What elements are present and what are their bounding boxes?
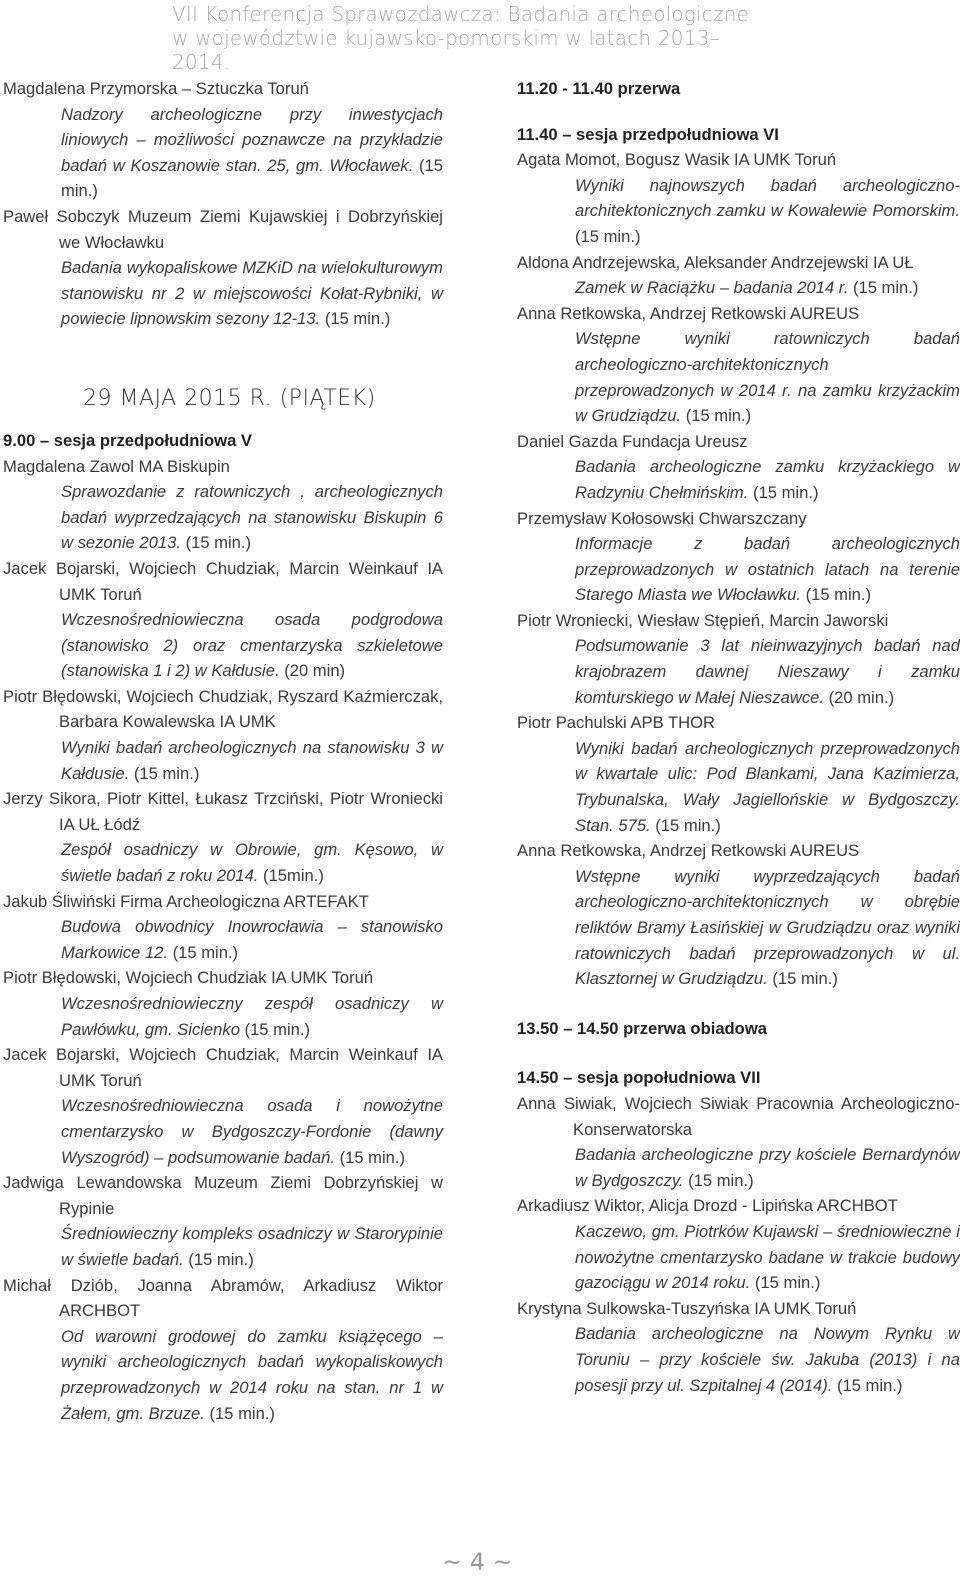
left-column [3,76,443,1426]
entry-author: Agata Momot, Bogusz Wasik IA UMK Toruń [517,150,837,170]
entry-author: Michał Dziób, Joanna Abramów, Arkadiusz Wiktor ARCHBOT [3,1275,443,1321]
program-entry [517,710,960,838]
header-line-1: VII Konferencja Sprawozdawcza: Badania archeologiczne [172,2,750,26]
entry-title: Wyniki najnowszych badań archeologiczno-architektonicznych zamku w Kowalewie Pomorskim. (15 min.) [575,175,960,246]
page-number: ~ 4 ~ [442,1548,513,1576]
program-entry [3,454,443,556]
break-heading: 11.20 - 11.40 przerwa [517,79,681,98]
entry-author: Piotr Błędowski, Wojciech Chudziak IA UMK Toruń [3,968,374,988]
program-entry [3,965,443,1042]
entry-author: Anna Retkowska, Andrzej Retkowski AUREUS [517,303,860,323]
entry-author: Przemysław Kołosowski Chwarszczany [517,508,807,528]
entry-author: Paweł Sobczyk Muzeum Ziemi Kujawskiej i Dobrzyńskiej we Włocławku [3,206,443,252]
entry-title: Wyniki badań archeologicznych na stanowisku 3 w Kałdusie. (15 min.) [61,738,443,783]
entry-title: Wczesnośredniowieczny zespół osadniczy w Pawłówku, gm. Sicienko (15 min.) [61,994,443,1039]
entry-title: Budowa obwodnicy Inowrocławia – stanowisko Markowice 12. (15 min.) [61,917,443,962]
day-heading: 29 MAJA 2015 R. (PIĄTEK) [83,385,376,411]
entry-author: Piotr Pachulski APB THOR [517,713,715,733]
entry-title: Zamek w Raciążku – badania 2014 r. (15 min.) [575,278,919,298]
lunch-break-heading: 13.50 – 14.50 przerwa obiadowa [517,1018,767,1038]
entry-title: Kaczewo, gm. Piotrków Kujawski – średniowieczne i nowożytne cmentarzysko badane w trakcie budowy gazociągu w 2014 roku. (15 min.) [575,1221,960,1293]
program-entry [517,250,960,301]
entry-title: Średniowieczny kompleks osadniczy w Starorypinie w świetle badań. (15 min.) [61,1224,443,1269]
program-entry [517,1193,960,1295]
entry-title: Wyniki badań archeologicznych przeprowadzonych w kwartale ulic: Pod Blankami, Jana Kazimierza, Trybunalska, Wały Jagiellońskie w Bydgoszczy. Stan. 575. (15 min.) [575,738,960,835]
entry-author: Jacek Bojarski, Wojciech Chudziak, Marcin Weinkauf IA UMK Toruń [3,1045,443,1090]
program-entry [3,786,443,888]
entry-title: Podsumowanie 3 lat nieinwazyjnych badań nad krajobrazem dawnej Nieszawy i zamku komturskiego w Małej Nieszawce. (20 min.) [575,636,960,707]
entry-title: Badania wykopaliskowe MZKiD na wielokulturowym stanowisku nr 2 w miejscowości Kołat-Rybniki, w powiecie lipnowskim sezony 12-13. (15 min.) [61,258,443,329]
entry-author: Krystyna Sulkowska-Tuszyńska IA UMK Toruń [517,1298,857,1318]
program-entry [3,204,443,332]
entry-author: Piotr Wroniecki, Wiesław Stępień, Marcin Jaworski [517,610,889,630]
program-entry [3,1273,443,1427]
spacer [517,102,960,122]
program-entry [3,1170,443,1272]
entry-author: Jerzy Sikora, Piotr Kittel, Łukasz Trzciński, Piotr Wroniecki IA UŁ Łódź [3,789,443,834]
entry-author: Anna Siwiak, Wojciech Siwiak Pracownia Archeologiczno-Konserwatorska [517,1093,960,1139]
session-heading: 11.40 – sesja przedpołudniowa VI [517,124,779,144]
program-entry [517,838,960,992]
entry-author: Magdalena Zawol MA Biskupin [3,456,230,476]
program-entry [3,889,443,966]
session-heading: 9.00 – sesja przedpołudniowa V [3,430,252,450]
entry-title: Nadzory archeologiczne przy inwestycjach liniowych – możliwości poznawcze na przykładzie badań w Koszanowie stan. 25, gm. Włocławek. (15 min.) [61,104,443,201]
entry-author: Piotr Błędowski, Wojciech Chudziak, Ryszard Kaźmierczak, Barbara Kowalewska IA UMK [3,686,443,732]
entry-title: Wczesnośredniowieczna osada podgrodowa (stanowisko 2) oraz cmentarzyska szkieletowe (stanowiska 1 i 2) w Kałdusie. (20 min) [61,610,443,681]
entry-author: Jacek Bojarski, Wojciech Chudziak, Marcin Weinkauf IA UMK Toruń [3,558,443,604]
right-column [517,76,960,1398]
program-entry [517,429,960,506]
entry-title: Sprawozdanie z ratowniczych , archeologicznych badań wyprzedzających na stanowisku Biskupin 6 w sezonie 2013. (15 min.) [61,482,443,553]
program-entry [517,301,960,429]
entry-title: Od warowni grodowej do zamku książęcego – wyniki archeologicznych badań wykopaliskowych przeprowadzonych w 2014 roku na stan. nr 1 w Żałem, gm. Brzuze. (15 min.) [61,1326,443,1423]
program-entry [517,1296,960,1398]
entry-title: Badania archeologiczne zamku krzyżackiego w Radzyniu Chełmińskim. (15 min.) [575,457,960,502]
entry-title: Badania archeologiczne przy kościele Bernardynów w Bydgoszczy. (15 min.) [575,1145,960,1190]
entry-title: Zespół osadniczy w Obrowie, gm. Kęsowo, w świetle badań z roku 2014. (15min.) [61,840,443,886]
entry-title: Wczesnośredniowieczna osada i nowożytne cmentarzysko w Bydgoszczy-Fordonie (dawny Wyszogród) – podsumowanie badań. (15 min.) [61,1096,443,1167]
entry-title: Wstępne wyniki wyprzedzających badań archeologiczno-architektonicznych w obrębie reliktów Bramy Łasińskiej w Grudziądzu oraz wyniki ratowniczych badań przeprowadzonych w ul. Klasztornej w Grudziądzu. (15 min.) [575,866,960,989]
entry-title: Informacje z badań archeologicznych przeprowadzonych w ostatnich latach na terenie Starego Miasta we Włocławku. (15 min.) [575,534,960,605]
program-entry [3,684,443,786]
entry-title: Badania archeologiczne na Nowym Rynku w Toruniu – przy kościele św. Jakuba (2013) i na posesji przy ul. Szpitalnej 4 (2014). (15 min.) [575,1324,960,1395]
entry-author: Anna Retkowska, Andrzej Retkowski AUREUS [517,841,860,861]
program-entry [517,506,960,608]
conference-header [172,2,772,74]
entry-author: Jadwiga Lewandowska Muzeum Ziemi Dobrzyńskiej w Rypinie [3,1173,443,1218]
spacer [517,992,960,1016]
entry-author: Aldona Andrzejewska, Aleksander Andrzejewski IA UŁ [517,252,914,272]
entry-author: Magdalena Przymorska – Sztuczka Toruń [3,79,309,98]
program-entry [517,147,960,249]
program-entry [3,76,443,204]
entry-author: Jakub Śliwiński Firma Archeologiczna ARTEFAKT [3,891,369,911]
program-entry [3,556,443,684]
spacer [517,1041,960,1065]
header-line-2: w województwie kujawsko-pomorskim w latach 2013–2014. [172,26,720,74]
session-heading: 14.50 – sesja popołudniowa VII [517,1068,761,1088]
entry-author: Arkadiusz Wiktor, Alicja Drozd - Lipińska ARCHBOT [517,1196,898,1216]
program-entry [517,1091,960,1193]
entry-title: Wstępne wyniki ratowniczych badań archeologiczno-architektonicznych przeprowadzonych w 2014 r. na zamku krzyżackim w Grudziądzu. (15 min.) [575,329,960,426]
program-entry [517,608,960,710]
program-entry [3,1042,443,1170]
entry-author: Daniel Gazda Fundacja Ureusz [517,431,748,451]
